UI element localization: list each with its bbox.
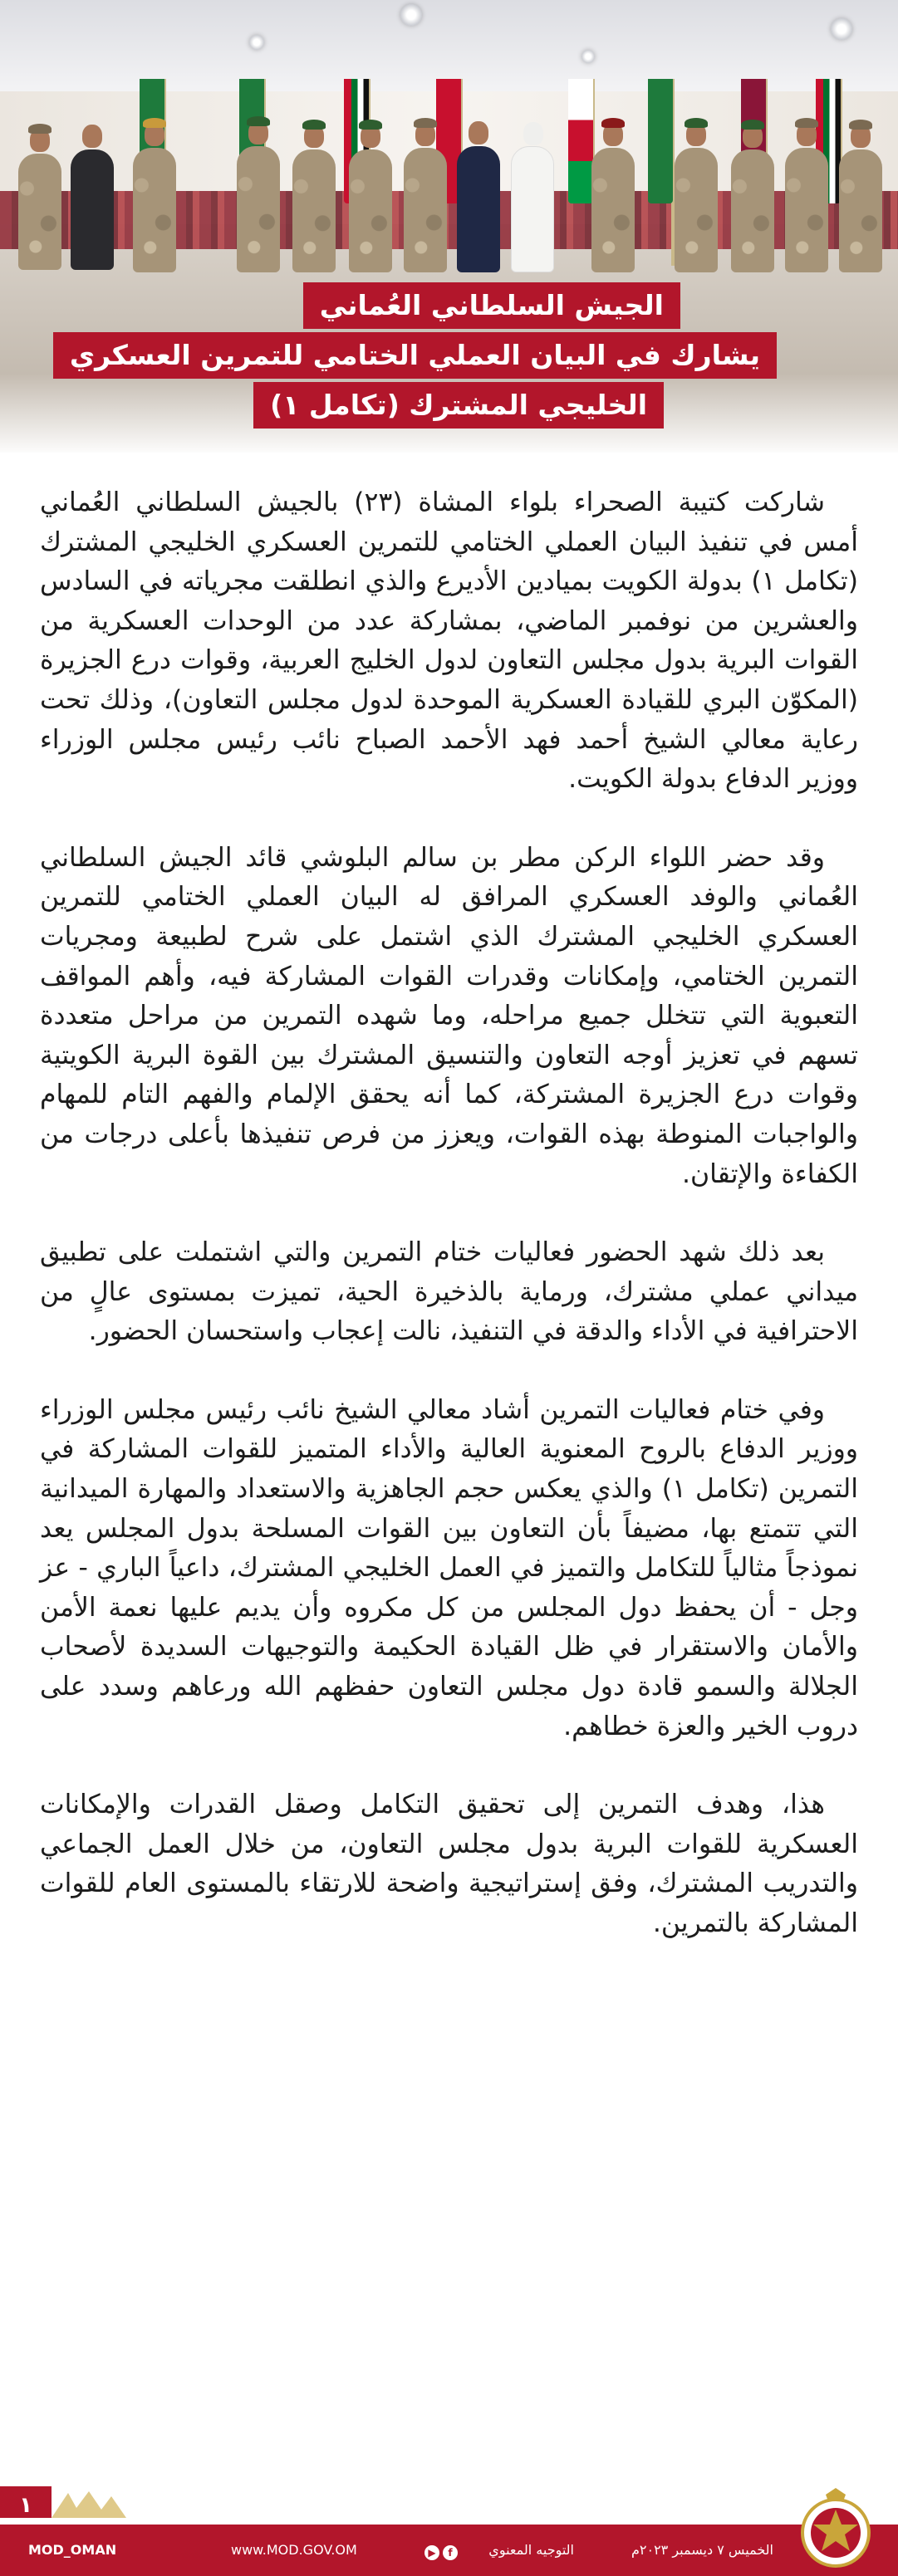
person-officer [591, 148, 635, 272]
person-officer [292, 149, 336, 272]
youtube-icon[interactable]: ▶ [424, 2545, 439, 2560]
person-officer [18, 154, 61, 270]
footer-department: التوجيه المعنوي [488, 2542, 574, 2558]
person-officer [404, 148, 447, 272]
person-officer [675, 148, 718, 272]
person-civilian [71, 149, 114, 270]
person-civilian [511, 146, 554, 272]
person-civilian [457, 146, 500, 272]
headline-line-3: الخليجي المشترك (تكامل ١) [253, 382, 664, 429]
footer-social-icons [421, 2543, 458, 2561]
person-officer [785, 148, 828, 272]
ceiling-light [249, 35, 264, 50]
ceiling-light [400, 4, 422, 26]
headline-line-2: يشارك في البيان العملي الختامي للتمرين العسكري [53, 332, 777, 379]
article-body [40, 483, 858, 1983]
article-paragraph: وفي ختام فعاليات التمرين أشاد معالي الشيخ نائب رئيس مجلس الوزراء ووزير الدفاع بالروح المعنوية العالية والأداء المتميز للقوات المشاركة في التمرين (تكامل ١) والذي يعكس حجم الجاهزية والاستعداد والمهارة الميدانية التي تتمتع بها، مضيفاً بأن التعاون بين القوات المسلحة بدول المجلس يعد نموذجاً مثالياً للتكامل والتميز في العمل الخليجي المشترك، داعياً الباري - عز وجل - أن يحفظ دول المجلس من كل مكروه وأن يديم عليها نعمة الأمن والأمان والاستقرار في ظل القيادة الحكيمة والتوجيهات السديدة لأصحاب الجلالة والسمو قادة دول مجلس التعاون حفظهم الله ورعاهم وسدد على دروب الخير والعزة خطاهم. [40, 1394, 858, 1741]
facebook-icon[interactable]: f [443, 2545, 458, 2560]
article-paragraph: وقد حضر اللواء الركن مطر بن سالم البلوشي قائد الجيش السلطاني العُماني والوفد العسكري المرافق له البيان العملي الختامي للتمرين العسكري الخليجي المشترك الذي اشتمل على شرح لطبيعة ومجريات التمرين الختامي، وإمكانات وقدرات القوات المشاركة فيه، وأهم المواقف التعبوية التي تتخلل جميع مراحله، وما شهده التمرين من مراحل متعددة تسهم في تعزيز أوجه التعاون والتنسيق المشترك بين القوة البرية الكويتية وقوات درع الجزيرة المشتركة، كما أنه يحقق الإلمام والفهم التام للمهام والواجبات المنوطة بهذه القوات، ويعزز من فرص تنفيذها بأعلى درجات من الكفاءة والإتقان. [40, 842, 858, 1189]
person-officer [731, 149, 774, 272]
ceiling-light [581, 50, 595, 63]
ceiling-light [831, 18, 852, 40]
page-number: ١ [0, 2486, 52, 2525]
person-officer [133, 148, 176, 272]
headline-line-1: الجيش السلطاني العُماني [303, 282, 680, 329]
article-paragraph: بعد ذلك شهد الحضور فعاليات ختام التمرين والتي اشتملت على تطبيق ميداني عملي مشترك، ورماية بالذخيرة الحية، تميزت بمستوى عالٍ من الاحترافية في الأداء والدقة في التنفيذ، نالت إعجاب واستحسان الحضور. [40, 1237, 858, 1347]
ceiling [0, 0, 898, 91]
article-paragraph: هذا، وهدف التمرين إلى تحقيق التكامل وصقل القدرات والإمكانات العسكرية للقوات البرية بدول مجلس التعاون، من خلال العمل الجماعي والتدريب المشترك، وفق إستراتيجية واضحة للارتقاء بالمستوى العام للقوات المشاركة بالتمرين. [40, 1790, 858, 1938]
person-officer [839, 149, 882, 272]
article-paragraph: شاركت كتيبة الصحراء بلواء المشاة (٢٣) بالجيش السلطاني العُماني أمس في تنفيذ البيان العملي الختامي للتمرين العسكري الخليجي المشترك (تكامل ١) بدولة الكويت بميادين الأديرع والذي انطلقت مجرياته في السادس والعشرين من نوفمبر الماضي، بمشاركة عدد من الوحدات العسكرية من القوات البرية بدول مجلس التعاون لدول الخليج العربية، وقوات درع الجزيرة (المكوّن البري للقيادة العسكرية الموحدة لدول مجلس التعاون)، وذلك تحت رعاية معالي الشيخ أحمد فهد الأحمد الصباح نائب رئيس مجلس الوزراء ووزير الدفاع بدولة الكويت. [40, 487, 858, 795]
footer-date: الخميس ٧ ديسمبر ٢٠٢٣م [631, 2542, 773, 2558]
person-officer [349, 149, 392, 272]
footer-bar [0, 2525, 898, 2576]
mod-emblem-icon [798, 2488, 873, 2574]
footer-social-handle[interactable]: MOD_OMAN [28, 2542, 117, 2558]
footer-website-link[interactable]: www.MOD.GOV.OM [231, 2542, 357, 2558]
person-officer [237, 146, 280, 272]
